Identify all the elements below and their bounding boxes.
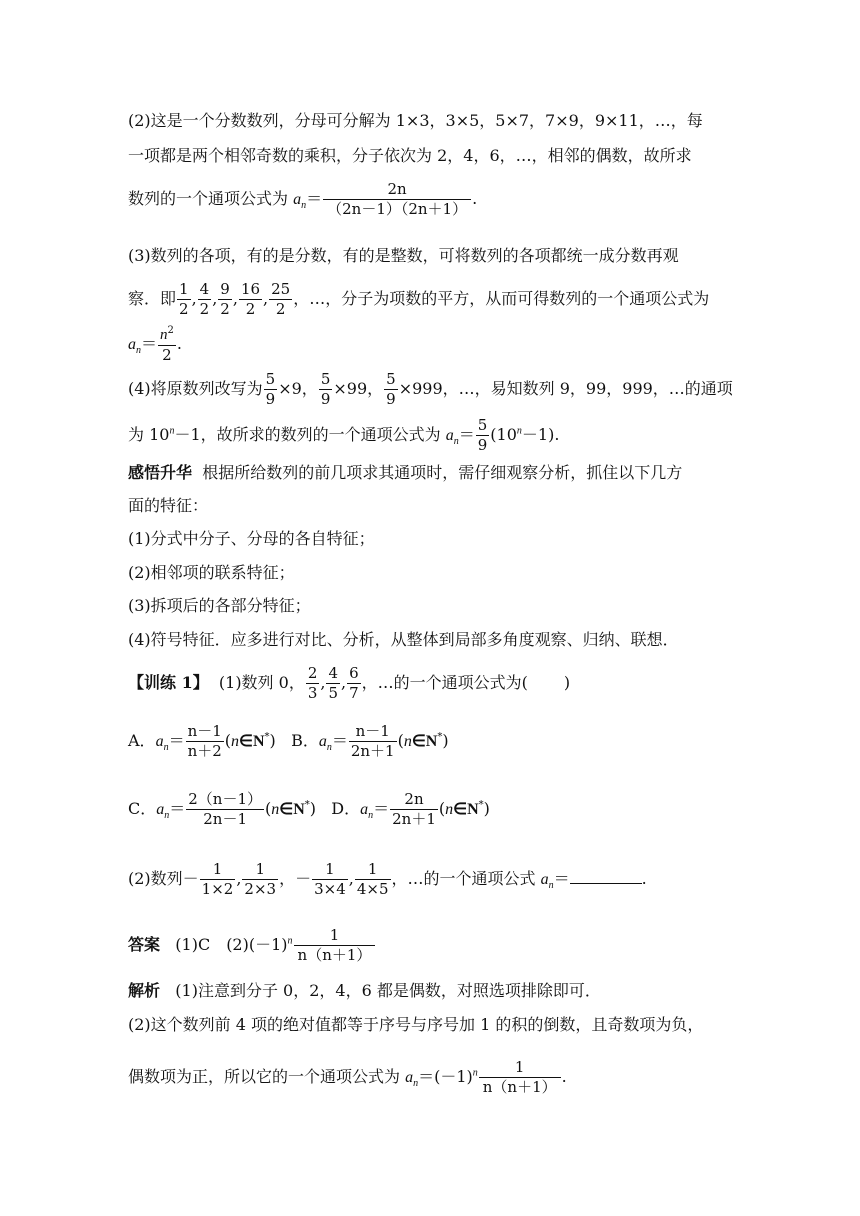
fraction: $\frac{2}{3}$ (307, 664, 318, 702)
fraction: $\frac{n-1}{n+2}$ (187, 722, 222, 760)
option-a: A．$a_n=$ $\frac{n-1}{n+2}$ (n∈N*) (128, 722, 276, 760)
p4-line-2: 为 $10^n-1$，故所求的数列的一个通项公式为 $a_n=$ $\frac{5}{9}$ $(10^n-1)$. (128, 416, 560, 454)
insight-item: (3)拆项后的各部分特征； (128, 596, 311, 615)
analysis-line-3: 偶数项为正，所以它的一个通项公式为 $a_n=(-1)^n$ $\frac{1}{n(n+1)}$ . (128, 1058, 567, 1096)
fraction: $\frac{n-1}{2n+1}$ (350, 722, 395, 760)
fraction: $\frac{5}{9}$ (386, 370, 396, 408)
insight-item: (2)相邻项的联系特征； (128, 563, 295, 582)
answer-title: 答案 (128, 935, 161, 954)
fraction: $\frac{2(n-1)}{2n-1}$ (188, 790, 263, 828)
p2-line-3: 数列的一个通项公式为 $a_n=$ $\frac{2n}{(2n-1)(2n+1)}$ . (128, 180, 478, 218)
insight-line-1: 感悟升华 根据所给数列的前几项求其通项时，需仔细观察分析，抓住以下几方 (128, 463, 683, 482)
training-question-1: 【训练 1】 (1)数列 0， $\frac{2}{3}$ , $\frac{4}{5}$ , $\frac{6}{7}$ ，…的一个通项公式为( ) (128, 664, 571, 702)
insight-title: 感悟升华 (128, 463, 193, 482)
training-question-2: (2)数列－ $\frac{1}{1\times 2}$ , $\frac{1}{2\times 3}$ ，－ $\frac{1}{3\times 4}$ , $\frac{1}{4\times 5}$ ，…的一个通项公式 $a_n=$ . (128, 860, 647, 898)
analysis-line-2: (2)这个数列前 4 项的绝对值都等于序号与序号加 1 的积的倒数，且奇数项为负， (128, 1015, 704, 1034)
training-title: 【训练 1】 (128, 673, 209, 692)
fraction: $\frac{25}{2}$ (271, 280, 291, 318)
fraction: $\frac{5}{9}$ (265, 370, 276, 408)
fraction: $\frac{9}{2}$ (220, 280, 230, 318)
fraction: $\frac{1}{4\times 5}$ (356, 860, 389, 898)
analysis-line-1: 解析 (1)注意到分子 0，2，4，6 都是偶数，对照选项排除即可． (128, 981, 601, 1000)
p3-line-1: (3)数列的各项，有的是分数，有的是整数，可将数列的各项都统一成分数再观 (128, 246, 679, 265)
fraction: $\frac{5}{9}$ (477, 416, 488, 454)
p4-line-1: (4)将原数列改写为 $\frac{5}{9}$ ×9， $\frac{5}{9}$ ×99， $\frac{5}{9}$ ×999，…，易知数列 9，99，999，…的通项 (128, 370, 733, 408)
answer-line: 答案 (1)C $(2)(-1)^n$ $\frac{1}{n(n+1)}$ (128, 928, 376, 963)
fraction: $\frac{1}{1\times 2}$ (201, 860, 234, 898)
insight-line-2: 面的特征： (128, 496, 209, 515)
fraction: $\frac{1}{3\times 4}$ (314, 860, 346, 898)
fraction: $\frac{1}{n(n+1)}$ (294, 928, 376, 963)
answer-blank (570, 869, 642, 884)
options-cd (128, 792, 490, 827)
p2-line-2: 一项都是两个相邻奇数的乘积，分子依次为 2，4，6，…，相邻的偶数，故所求 (128, 146, 692, 165)
insight-item: (4)符号特征．应多进行对比、分析，从整体到局部多角度观察、归纳、联想． (128, 630, 679, 649)
option-d: D．$a_n=$ $\frac{2n}{2n+1}$ (n∈N*) (331, 790, 490, 828)
fraction: $\frac{5}{9}$ (320, 370, 331, 408)
fraction: $\frac{1}{2\times 3}$ (244, 860, 277, 898)
p3-line-2: 察．即 $\frac{1}{2}$ , $\frac{4}{2}$ , $\frac{9}{2}$ , $\frac{16}{2}$ , $\frac{25}{2}$ ，…，分子为项数的平方，从而可得数列的一个通项公式为 (128, 280, 710, 318)
fraction: $\frac{n^2}{2}$ (160, 325, 174, 364)
fraction: $\frac{2n}{2n+1}$ (392, 790, 436, 828)
option-c: C．$a_n=$ $\frac{2(n-1)}{2n-1}$ (n∈N*) (128, 790, 317, 828)
fraction: $\frac{16}{2}$ (240, 280, 261, 318)
general-term-fraction: $\frac{2n}{(2n-1)(2n+1)}$ (323, 182, 471, 217)
fraction: $\frac{4}{5}$ (328, 664, 339, 702)
fraction: $\frac{1}{n(n+1)}$ (479, 1060, 561, 1095)
p2-line-1: (2)这是一个分数数列，分母可分解为 1×3，3×5，5×7，7×9，9×11，…，每 (128, 111, 703, 130)
p3-line-3: $a_n=$ $\frac{n^2}{2}$ . (128, 325, 182, 364)
fraction: $\frac{1}{2}$ (179, 280, 189, 318)
fraction: $\frac{4}{2}$ (199, 280, 210, 318)
option-b: B．$a_n=$ $\frac{n-1}{2n+1}$ (n∈N*) (291, 722, 449, 760)
insight-item: (1)分式中分子、分母的各自特征； (128, 529, 375, 548)
options-ab (128, 724, 449, 759)
analysis-title: 解析 (128, 981, 161, 1000)
fraction: $\frac{6}{7}$ (349, 664, 359, 702)
